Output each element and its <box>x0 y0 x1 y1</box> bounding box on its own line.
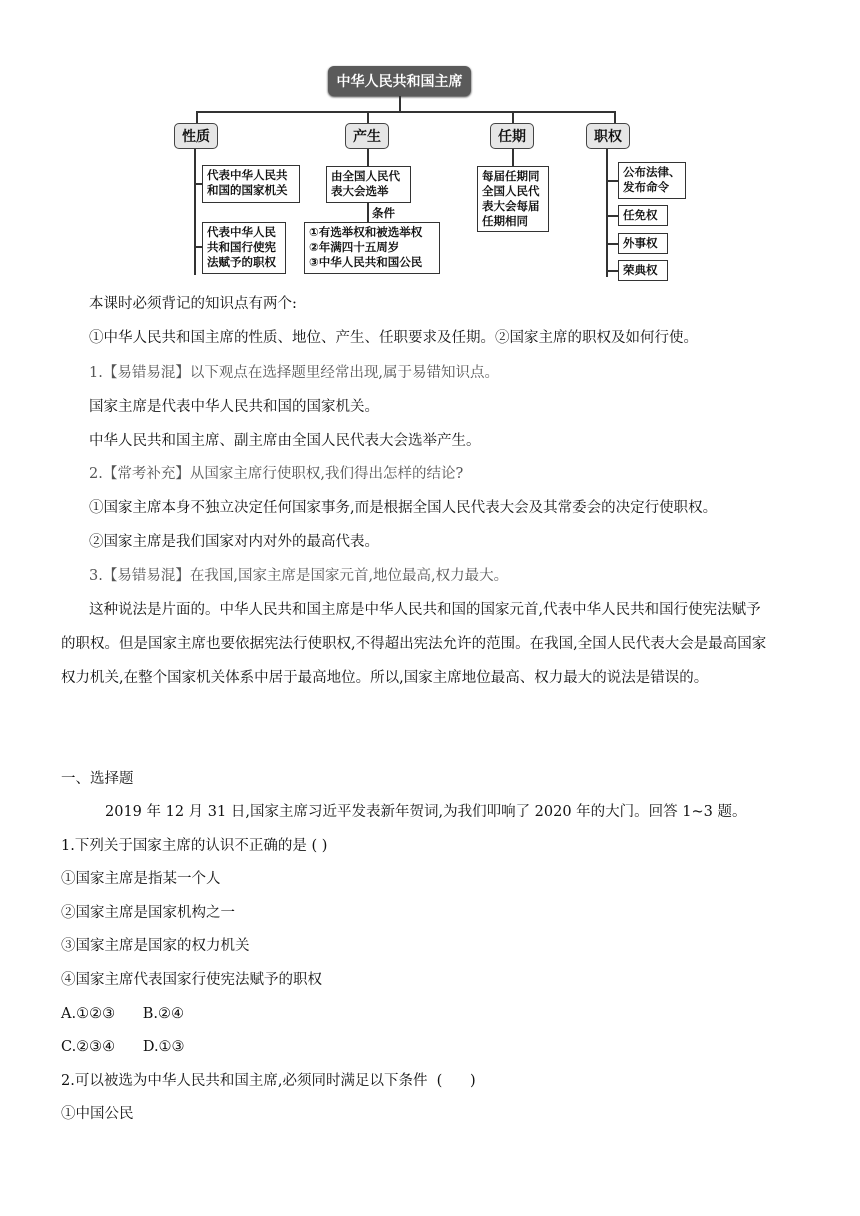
nature-item: 代表中华人民 共和国行使宪 法赋予的职权 <box>202 222 286 274</box>
category-powers: 职权 <box>586 123 630 149</box>
condition-label: 条件 <box>372 206 395 220</box>
note-2-line: ①国家主席本身不独立决定任何国家事务,而是根据全国人民代表大会及其常委会的决定行使职权。 <box>89 500 718 516</box>
connector <box>194 246 202 248</box>
power-item: 荣典权 <box>618 260 668 281</box>
connector <box>196 111 198 123</box>
origin-conditions: ①有选举权和被选举权 ②年满四十五周岁 ③中华人民共和国公民 <box>304 222 440 274</box>
notes-points: ①中华人民共和国主席的性质、地位、产生、任职要求及任期。②国家主席的职权及如何行使。 <box>89 330 698 346</box>
connector <box>512 111 514 123</box>
note-3-paragraph: 的职权。但是国家主席也要依据宪法行使职权,不得超出宪法允许的范围。在我国,全国人民代表大会是最高国家 <box>61 636 767 652</box>
notes-intro: 本课时必须背记的知识点有两个: <box>89 296 297 312</box>
connector <box>194 149 196 275</box>
question-1-choices: A.①②③ B.②④ <box>61 1006 184 1022</box>
question-2: 2.可以被选为中华人民共和国主席,必须同时满足以下条件 ( ) <box>61 1073 476 1089</box>
connector <box>614 111 616 123</box>
origin-main: 由全国人民代 表大会选举 <box>326 166 411 203</box>
connector <box>399 96 401 112</box>
connector <box>367 149 369 166</box>
question-stem: 2019 年 12 月 31 日,国家主席习近平发表新年贺词,为我们叩响了 2020 年的大门。回答 1~3 题。 <box>105 804 747 820</box>
power-item: 公布法律、 发布命令 <box>618 162 686 199</box>
note-3-paragraph: 这种说法是片面的。中华人民共和国主席是中华人民共和国的国家元首,代表中华人民共和国行使宪法赋予 <box>89 602 761 618</box>
connector <box>606 243 618 245</box>
section-title: 一、选择题 <box>61 771 134 787</box>
note-1-heading: 1.【易错易混】以下观点在选择题里经常出现,属于易错知识点。 <box>89 365 499 381</box>
power-item: 任免权 <box>618 205 668 226</box>
note-1-line: 中华人民共和国主席、副主席由全国人民代表大会选举产生。 <box>89 433 481 449</box>
connector <box>196 111 615 113</box>
category-term: 任期 <box>490 123 534 149</box>
note-2-heading: 2.【常考补充】从国家主席行使职权,我们得出怎样的结论? <box>89 466 464 482</box>
note-2-line: ②国家主席是我们国家对内对外的最高代表。 <box>89 534 379 550</box>
note-3-heading: 3.【易错易混】在我国,国家主席是国家元首,地位最高,权力最大。 <box>89 568 509 584</box>
category-nature: 性质 <box>174 123 218 149</box>
question-1-choices: C.②③④ D.①③ <box>61 1039 185 1055</box>
note-1-line: 国家主席是代表中华人民共和国的国家机关。 <box>89 399 379 415</box>
question-1-option: ④国家主席代表国家行使宪法赋予的职权 <box>61 972 322 988</box>
connector <box>367 111 369 123</box>
diagram-root: 中华人民共和国主席 <box>328 66 471 96</box>
connector <box>367 203 369 223</box>
question-2-option: ①中国公民 <box>61 1106 134 1122</box>
term-item: 每届任期同 全国人民代 表大会每届 任期相同 <box>477 166 549 232</box>
connector <box>606 270 618 272</box>
connector <box>512 149 514 166</box>
connector <box>606 215 618 217</box>
note-3-paragraph: 权力机关,在整个国家机关体系中居于最高地位。所以,国家主席地位最高、权力最大的说法是错误的。 <box>61 670 709 686</box>
category-origin: 产生 <box>345 123 389 149</box>
connector <box>606 149 608 277</box>
nature-item: 代表中华人民共 和国的国家机关 <box>202 165 300 203</box>
connector <box>606 180 618 182</box>
question-1-option: ②国家主席是国家机构之一 <box>61 905 235 921</box>
connector <box>194 183 202 185</box>
question-1-option: ①国家主席是指某一个人 <box>61 871 221 887</box>
question-1: 1.下列关于国家主席的认识不正确的是 ( ) <box>61 838 328 854</box>
question-1-option: ③国家主席是国家的权力机关 <box>61 938 250 954</box>
power-item: 外事权 <box>618 233 668 254</box>
